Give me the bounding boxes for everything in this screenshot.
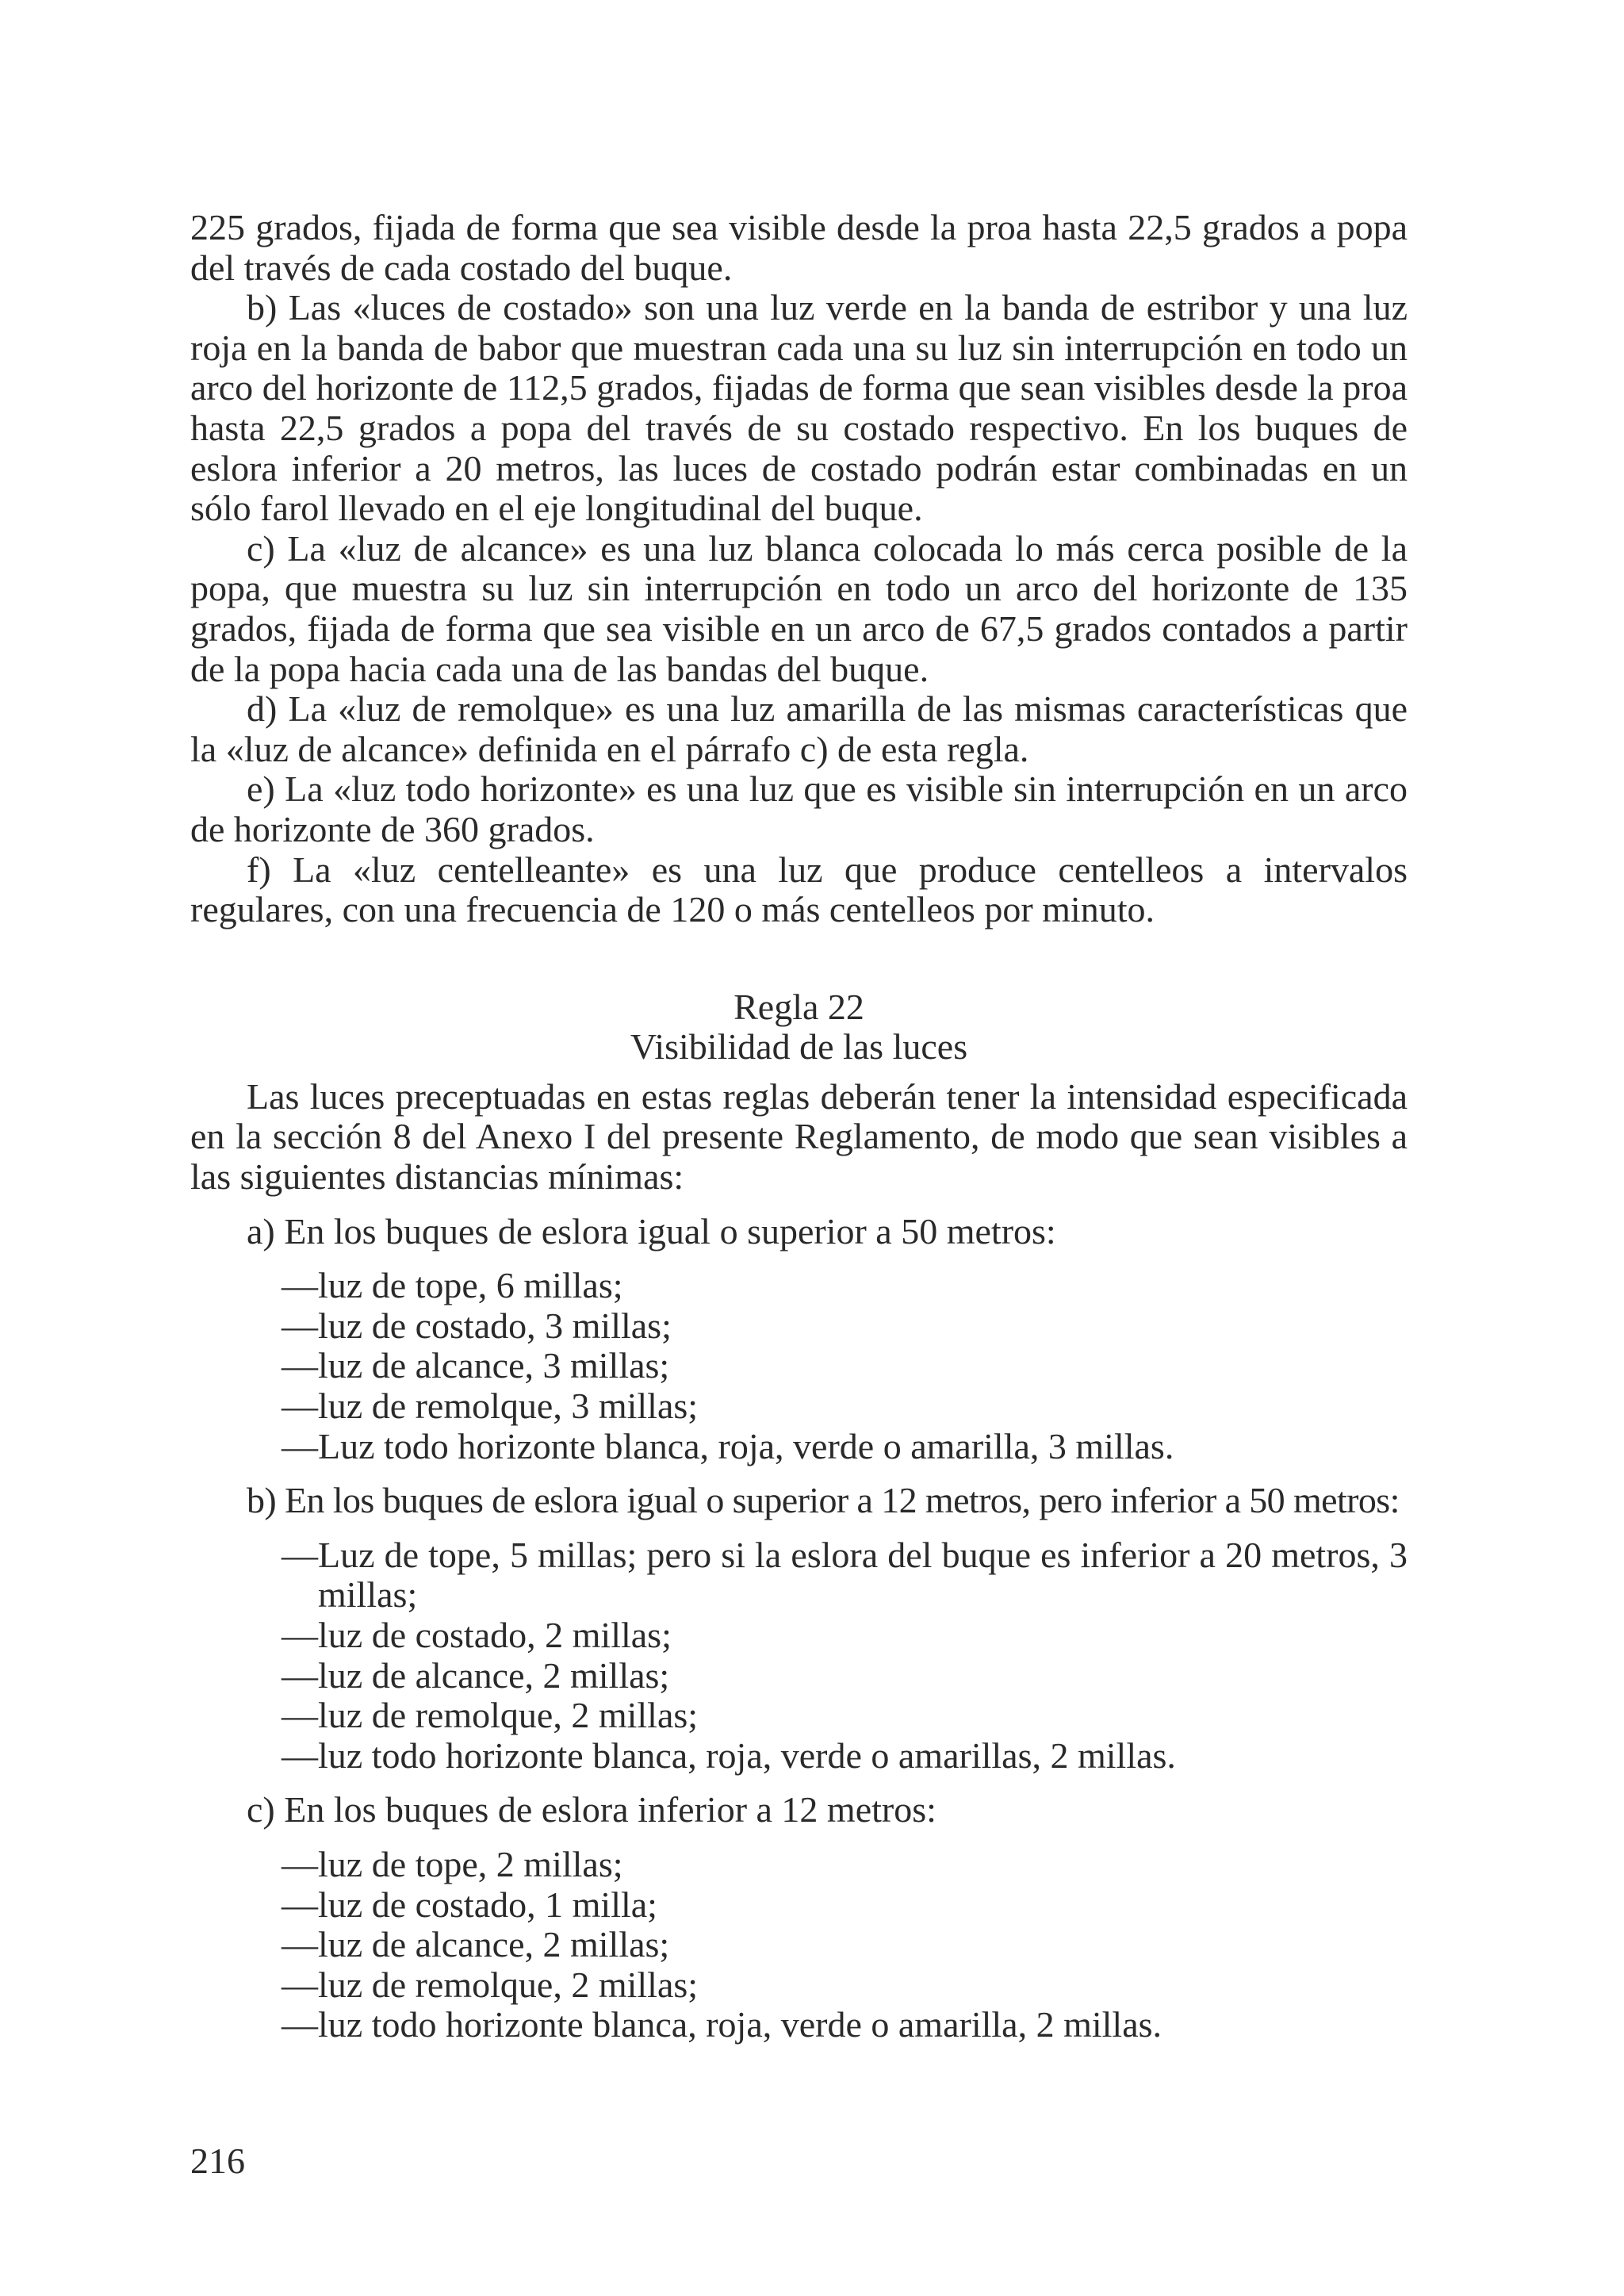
rule-number: Regla 22 — [733, 986, 864, 1027]
list-item: —luz de alcance, 2 millas; — [282, 1654, 670, 1696]
list-item: —luz de alcance, 2 millas; — [282, 1924, 670, 1965]
paragraph-c-stern-light: c) La «luz de alcance» es una luz blanca colocada lo más cerca posible de la popa, que muestra su luz sin interrupción en todo un arco del horizonte de 135 grados, fijada de forma que sea visible en un arco de 67,5 grados contados a partir de la popa hacia cada una de las bandas del buque. — [190, 527, 1408, 689]
list-item: —luz de costado, 1 milla; — [282, 1884, 657, 1925]
section-list-c — [190, 1845, 1408, 2045]
rule-intro: Las luces preceptuadas en estas reglas deberán tener la intensidad especificada en la sección 8 del Anexo I del presente Reglamento, de modo que sean visibles a las siguientes distancias mínimas: — [190, 1075, 1408, 1198]
page-body — [190, 208, 1408, 2045]
section-heading-b: b) En los buques de eslora igual o superior a 12 metros, pero inferior a 50 metros: — [247, 1480, 1400, 1521]
paragraph-e-all-round-light: e) La «luz todo horizonte» es una luz que es visible sin interrupción en un arco de horizonte de 360 grados. — [190, 769, 1408, 849]
list-item: —luz de tope, 2 millas; — [282, 1843, 623, 1884]
list-item: —luz de tope, 6 millas; — [282, 1265, 623, 1306]
list-item: —luz de alcance, 3 millas; — [282, 1345, 670, 1386]
section-list-b — [190, 1535, 1408, 1777]
paragraph-f-flashing-light: f) La «luz centelleante» es una luz que produce centelleos a intervalos regulares, con una frecuencia de 120 o más centelleos por minuto. — [190, 849, 1408, 930]
paragraph-d-towing-light: d) La «luz de remolque» es una luz amarilla de las mismas características que la «luz de alcance» definida en el párrafo c) de esta regla. — [190, 688, 1408, 769]
list-item: —luz de costado, 3 millas; — [282, 1305, 672, 1346]
section-list-a — [190, 1266, 1408, 1466]
list-item: —luz de remolque, 2 millas; — [282, 1695, 699, 1736]
page-number: 216 — [190, 2141, 245, 2181]
paragraph-b-side-lights: b) Las «luces de costado» son una luz verde en la banda de estribor y una luz roja en la banda de babor que muestran cada una su luz sin interrupción en todo un arco del horizonte de 112,5 grados, fijadas de forma que sean visibles desde la proa hasta 22,5 grados a popa del través de su costado respectivo. En los buques de eslora inferior a 20 metros, las luces de costado podrán estar combinadas en un sólo farol llevado en el eje longitudinal del buque. — [190, 287, 1408, 529]
list-item: —Luz todo horizonte blanca, roja, verde o amarilla, 3 millas. — [282, 1425, 1174, 1466]
section-heading-c: c) En los buques de eslora inferior a 12 metros: — [247, 1789, 936, 1830]
list-item: —luz de costado, 2 millas; — [282, 1615, 672, 1655]
list-item: —luz todo horizonte blanca, roja, verde o amarillas, 2 millas. — [282, 1734, 1176, 1776]
paragraph-continuation: 225 grados, fijada de forma que sea visible desde la proa hasta 22,5 grados a popa del través de cada costado del buque. — [190, 207, 1408, 288]
list-item: —luz todo horizonte blanca, roja, verde o amarilla, 2 millas. — [282, 2004, 1162, 2045]
list-item: —luz de remolque, 2 millas; — [282, 1964, 699, 2005]
section-heading-a: a) En los buques de eslora igual o superior a 50 metros: — [247, 1210, 1056, 1251]
list-item: —luz de remolque, 3 millas; — [282, 1386, 699, 1427]
rule-title: Visibilidad de las luces — [630, 1026, 968, 1068]
list-item: —Luz de tope, 5 millas; pero si la eslora del buque es inferior a 20 metros, 3 millas; — [282, 1534, 1408, 1616]
